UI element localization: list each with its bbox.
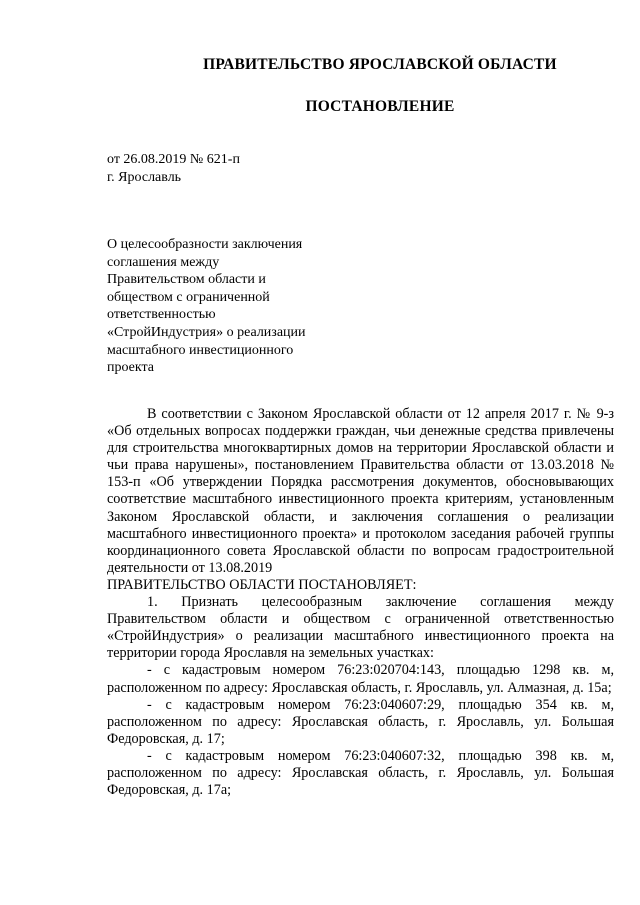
subject-line: О целесообразности заключения	[107, 237, 303, 252]
date-number: от 26.08.2019 № 621-п	[107, 152, 240, 167]
plot-item: - с кадастровым номером 76:23:020704:143, площадью 1298 кв. м, расположенном по адресу: Ярославская область, г. Ярославль, ул. Алмазная, д. 15а;	[107, 662, 614, 696]
subject-line: проекта	[107, 360, 154, 376]
document-meta	[107, 151, 240, 187]
organization-title: ПРАВИТЕЛЬСТВО ЯРОСЛАВСКОЙ ОБЛАСТИ	[203, 56, 557, 73]
plot-item: - с кадастровым номером 76:23:040607:29, площадью 354 кв. м, расположенном по адресу: Ярославская область, г. Ярославль, ул. Большая Федоровская, д. 17;	[107, 696, 614, 747]
city: г. Ярославль	[107, 170, 182, 185]
document-body	[107, 406, 614, 799]
document-subject	[107, 236, 347, 377]
subject-line: ответственностью	[107, 307, 216, 323]
subject-line: «СтройИндустрия» о реализации	[107, 324, 306, 340]
subject-line: обществом с ограниченной	[107, 289, 270, 305]
subject-line: масштабного инвестиционного	[107, 342, 294, 358]
resolution-heading: ПРАВИТЕЛЬСТВО ОБЛАСТИ ПОСТАНОВЛЯЕТ:	[107, 576, 417, 593]
subject-line: соглашения между	[107, 254, 220, 270]
plot-item: - с кадастровым номером 76:23:040607:32, площадью 398 кв. м, расположенном по адресу: Ярославская область, г. Ярославль, ул. Большая Федоровская, д. 17а;	[107, 747, 614, 799]
item-1-paragraph: 1. Признать целесообразным заключение соглашения между Правительством области и обществом с ограниченной ответственностью «СтройИндустрия» о реализации масштабного инвестиционного проекта на территории города Ярославля на земельных участках:	[107, 594, 614, 662]
preamble-paragraph: В соответствии с Законом Ярославской области от 12 апреля 2017 г. № 9-з «Об отдельных вопросах поддержки граждан, чьи денежные средства привлечены для строительства многоквартирных домов на территории Ярославской области и чьи права нарушены», постановлением Правительства области от 13.03.2018 № 153-п «Об утверждении Порядка рассмотрения документов, обосновывающих соответствие масштабного инвестиционного проекта критериям, установленным Законом Ярославской области, и заключения соглашения о реализации масштабного инвестиционного проекта» и протоколом заседания рабочей группы координационного совета Ярославской области по вопросам градостроительной деятельности от 13.08.2019	[107, 406, 614, 576]
subject-line: Правительством области и	[107, 272, 266, 288]
document-type-title: ПОСТАНОВЛЕНИЕ	[305, 98, 455, 115]
